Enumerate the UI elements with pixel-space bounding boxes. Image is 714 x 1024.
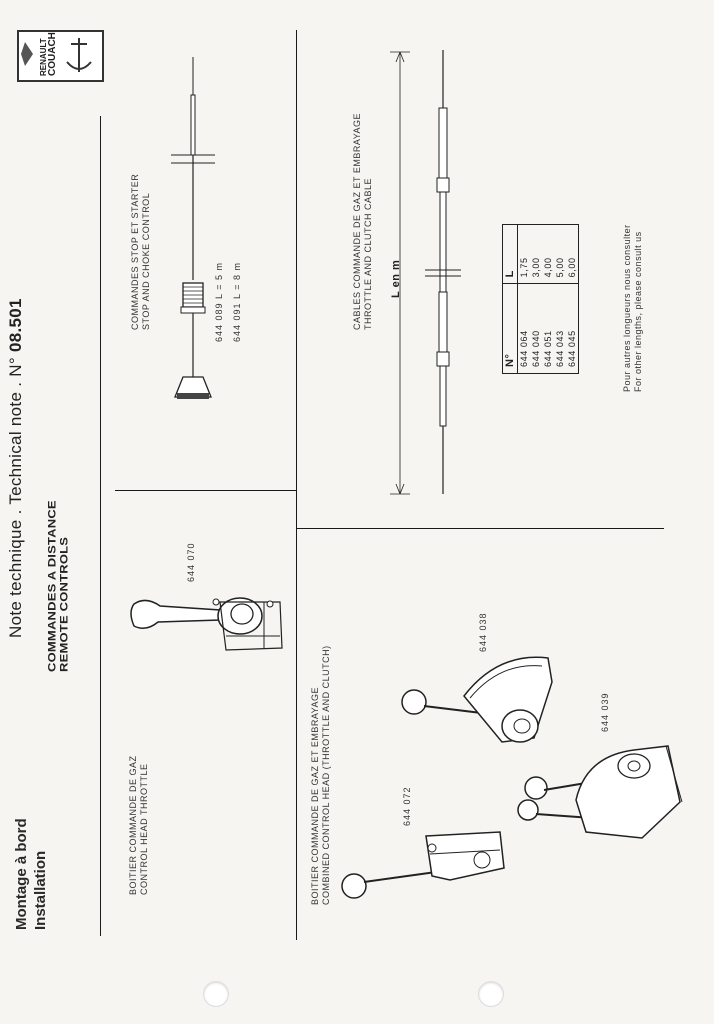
title-text: Note technique . Technical note . N°	[6, 352, 25, 638]
lengths-table	[502, 224, 579, 374]
throttle-cable-caption-en: THROTTLE AND CLUTCH CABLE	[363, 177, 373, 330]
combined-head-part-c: 644 072	[402, 786, 412, 826]
table-row	[566, 225, 579, 374]
anchor-icon	[19, 32, 99, 78]
note-fr: Pour autres longueurs nous consulter	[622, 224, 632, 392]
stop-cable-item-1: 644 089 L = 5 m	[214, 262, 224, 342]
stop-cable-item-2: 644 091 L = 8 m	[232, 262, 242, 342]
stop-cable-caption-fr: COMMANDES STOP ET STARTER	[130, 173, 140, 330]
control-head-part-number: 644 070	[186, 542, 196, 582]
table-cell-number: 644 045	[566, 284, 579, 374]
combined-head-drawing-c	[340, 824, 510, 904]
table-row	[518, 225, 531, 374]
table-row	[530, 225, 542, 374]
binder-hole	[478, 981, 504, 1007]
other-lengths-note	[622, 224, 644, 392]
combined-head-caption-en: COMBINED CONTROL HEAD (THROTTLE AND CLUTCH)	[321, 645, 331, 905]
note-en: For other lengths, please consult us	[633, 231, 643, 392]
table-row	[542, 225, 554, 374]
lengths-table-wrapper	[502, 224, 579, 374]
divider-center-vertical	[296, 30, 297, 940]
page-title	[6, 298, 26, 638]
combined-head-part-b: 644 039	[600, 692, 610, 732]
table-cell-number: 644 051	[542, 284, 554, 374]
combined-head-drawing-b	[516, 740, 706, 850]
table-header-length: L	[504, 270, 516, 278]
montage-line-2: Installation	[32, 850, 49, 930]
table-cell-number: 644 064	[518, 284, 531, 374]
throttle-cable-caption	[352, 113, 374, 330]
cable-length-label: L en m	[390, 259, 402, 298]
table-row	[554, 225, 566, 374]
divider-horizontal-right	[296, 528, 664, 529]
table-header-number: N°	[503, 284, 518, 374]
section-heading-fr: COMMANDES A DISTANCE	[45, 500, 58, 672]
stop-choke-cable-drawing	[165, 55, 225, 405]
stop-cable-caption-en: STOP AND CHOKE CONTROL	[141, 192, 151, 330]
divider-left-vertical	[100, 116, 101, 936]
section-heading	[46, 500, 70, 672]
throttle-control-head-drawing	[120, 590, 290, 670]
combined-head-part-a: 644 038	[478, 612, 488, 652]
table-cell-number: 644 043	[554, 284, 566, 374]
logo-line-2: COUACH	[47, 32, 58, 76]
throttle-clutch-cable-drawing	[423, 48, 463, 498]
table-cell-length: 6,00	[567, 257, 577, 278]
title-number: 08.501	[6, 298, 25, 353]
dimension-arrow	[390, 48, 410, 498]
table-cell-length: 4,00	[543, 257, 553, 278]
combined-head-caption	[310, 645, 332, 905]
section-heading-en: REMOTE CONTROLS	[57, 536, 70, 672]
control-head-caption-fr: BOITIER COMMANDE DE GAZ	[128, 755, 138, 895]
table-cell-length: 3,00	[531, 257, 541, 278]
table-cell-number: 644 040	[530, 284, 542, 374]
montage-line-1: Montage à bord	[13, 818, 30, 930]
montage-heading	[12, 818, 50, 930]
control-head-caption	[128, 755, 150, 895]
table-cell-length: 5,00	[555, 257, 565, 278]
renault-couach-logo	[17, 30, 104, 82]
throttle-cable-caption-fr: CABLES COMMANDE DE GAZ ET EMBRAYAGE	[352, 112, 362, 330]
stop-cable-caption	[130, 174, 152, 330]
logo-line-1: RENAULT	[39, 38, 48, 76]
control-head-caption-en: CONTROL HEAD THROTTLE	[139, 763, 149, 895]
divider-horizontal-left	[115, 490, 296, 491]
binder-hole	[203, 981, 229, 1007]
table-cell-length: 1,75	[519, 257, 529, 278]
combined-head-caption-fr: BOITIER COMMANDE DE GAZ ET EMBRAYAGE	[310, 686, 320, 905]
